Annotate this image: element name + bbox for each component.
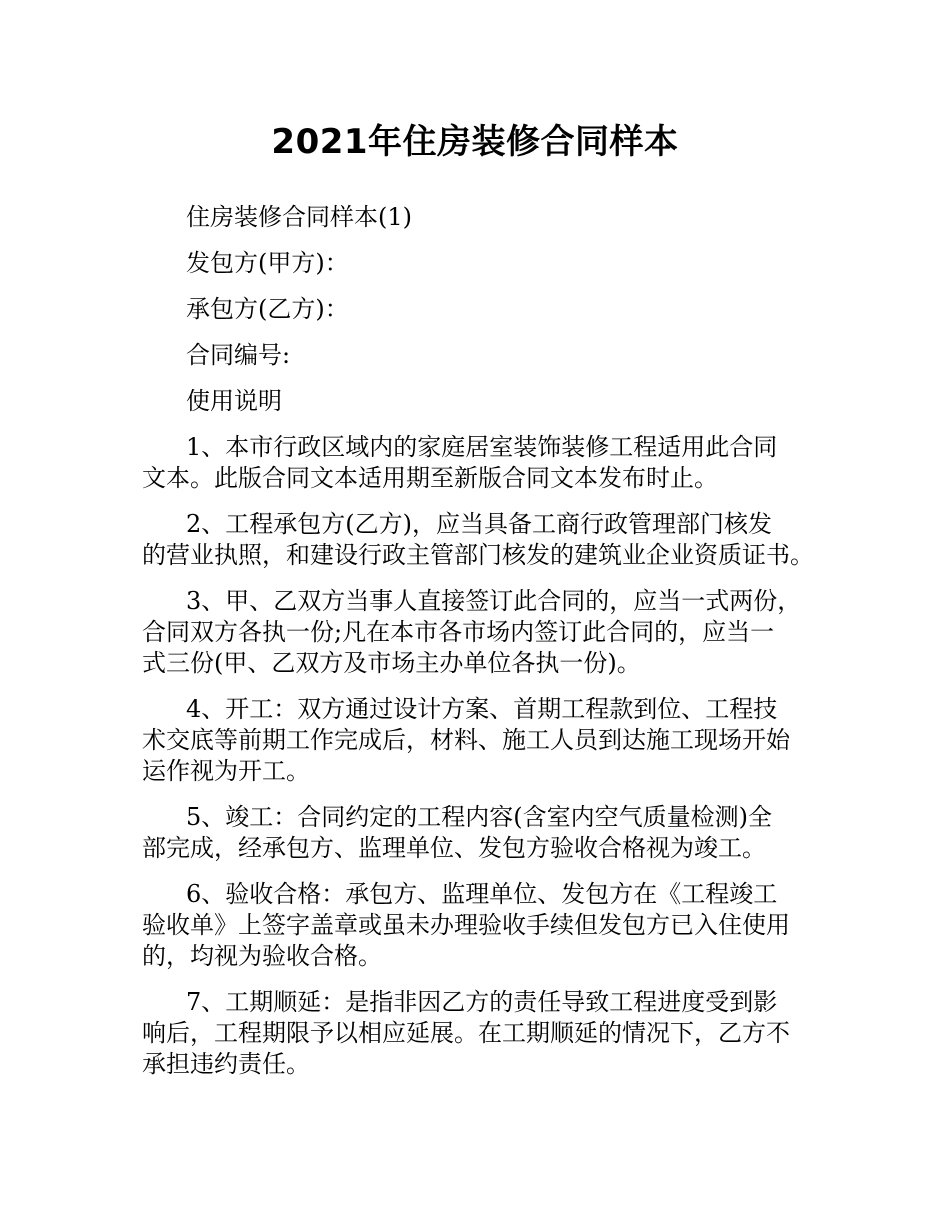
clause-1: 1、本市行政区域内的家庭居室装饰装修工程适用此合同 文本。此版合同文本适用期至新版合同文本发布时止。 [142, 433, 778, 492]
contract-subtitle: 住房装修合同样本(1) [186, 203, 412, 231]
clause-7: 7、工期顺延：是指非因乙方的责任导致工程进度受到影 响后，工程期限予以相应延展。在工期顺延的情况下，乙方不 承担违约责任。 [142, 988, 790, 1078]
party-a-line: 发包方(甲方)： [186, 249, 349, 277]
document-body [142, 202, 814, 1095]
clause-2: 2、工程承包方(乙方)，应当具备工商行政管理部门核发 的营业执照，和建设行政主管部门核发的建筑业企业资质证书。 [142, 510, 814, 569]
clause-3: 3、甲、乙双方当事人直接签订此合同的，应当一式两份， 合同双方各执一份;凡在本市各市场内签订此合同的，应当一 式三份(甲、乙双方及市场主办单位各执一份)。 [142, 587, 802, 677]
clause-4: 4、开工：双方通过设计方案、首期工程款到位、工程技 术交底等前期工作完成后，材料、施工人员到达施工现场开始 运作视为开工。 [142, 695, 790, 785]
document-title: 2021年住房装修合同样本 [271, 122, 679, 162]
clause-5: 5、竣工：合同约定的工程内容(含室内空气质量检测)全 部完成，经承包方、监理单位、发包方验收合格视为竣工。 [142, 803, 772, 862]
clause-6: 6、验收合格：承包方、监理单位、发包方在《工程竣工 验收单》上签字盖章或虽未办理验收手续但发包方已入住使用 的，均视为验收合格。 [142, 880, 790, 970]
party-b-line: 承包方(乙方)： [186, 295, 349, 323]
contract-number-line: 合同编号: [186, 341, 291, 369]
instructions-heading: 使用说明 [186, 387, 282, 415]
